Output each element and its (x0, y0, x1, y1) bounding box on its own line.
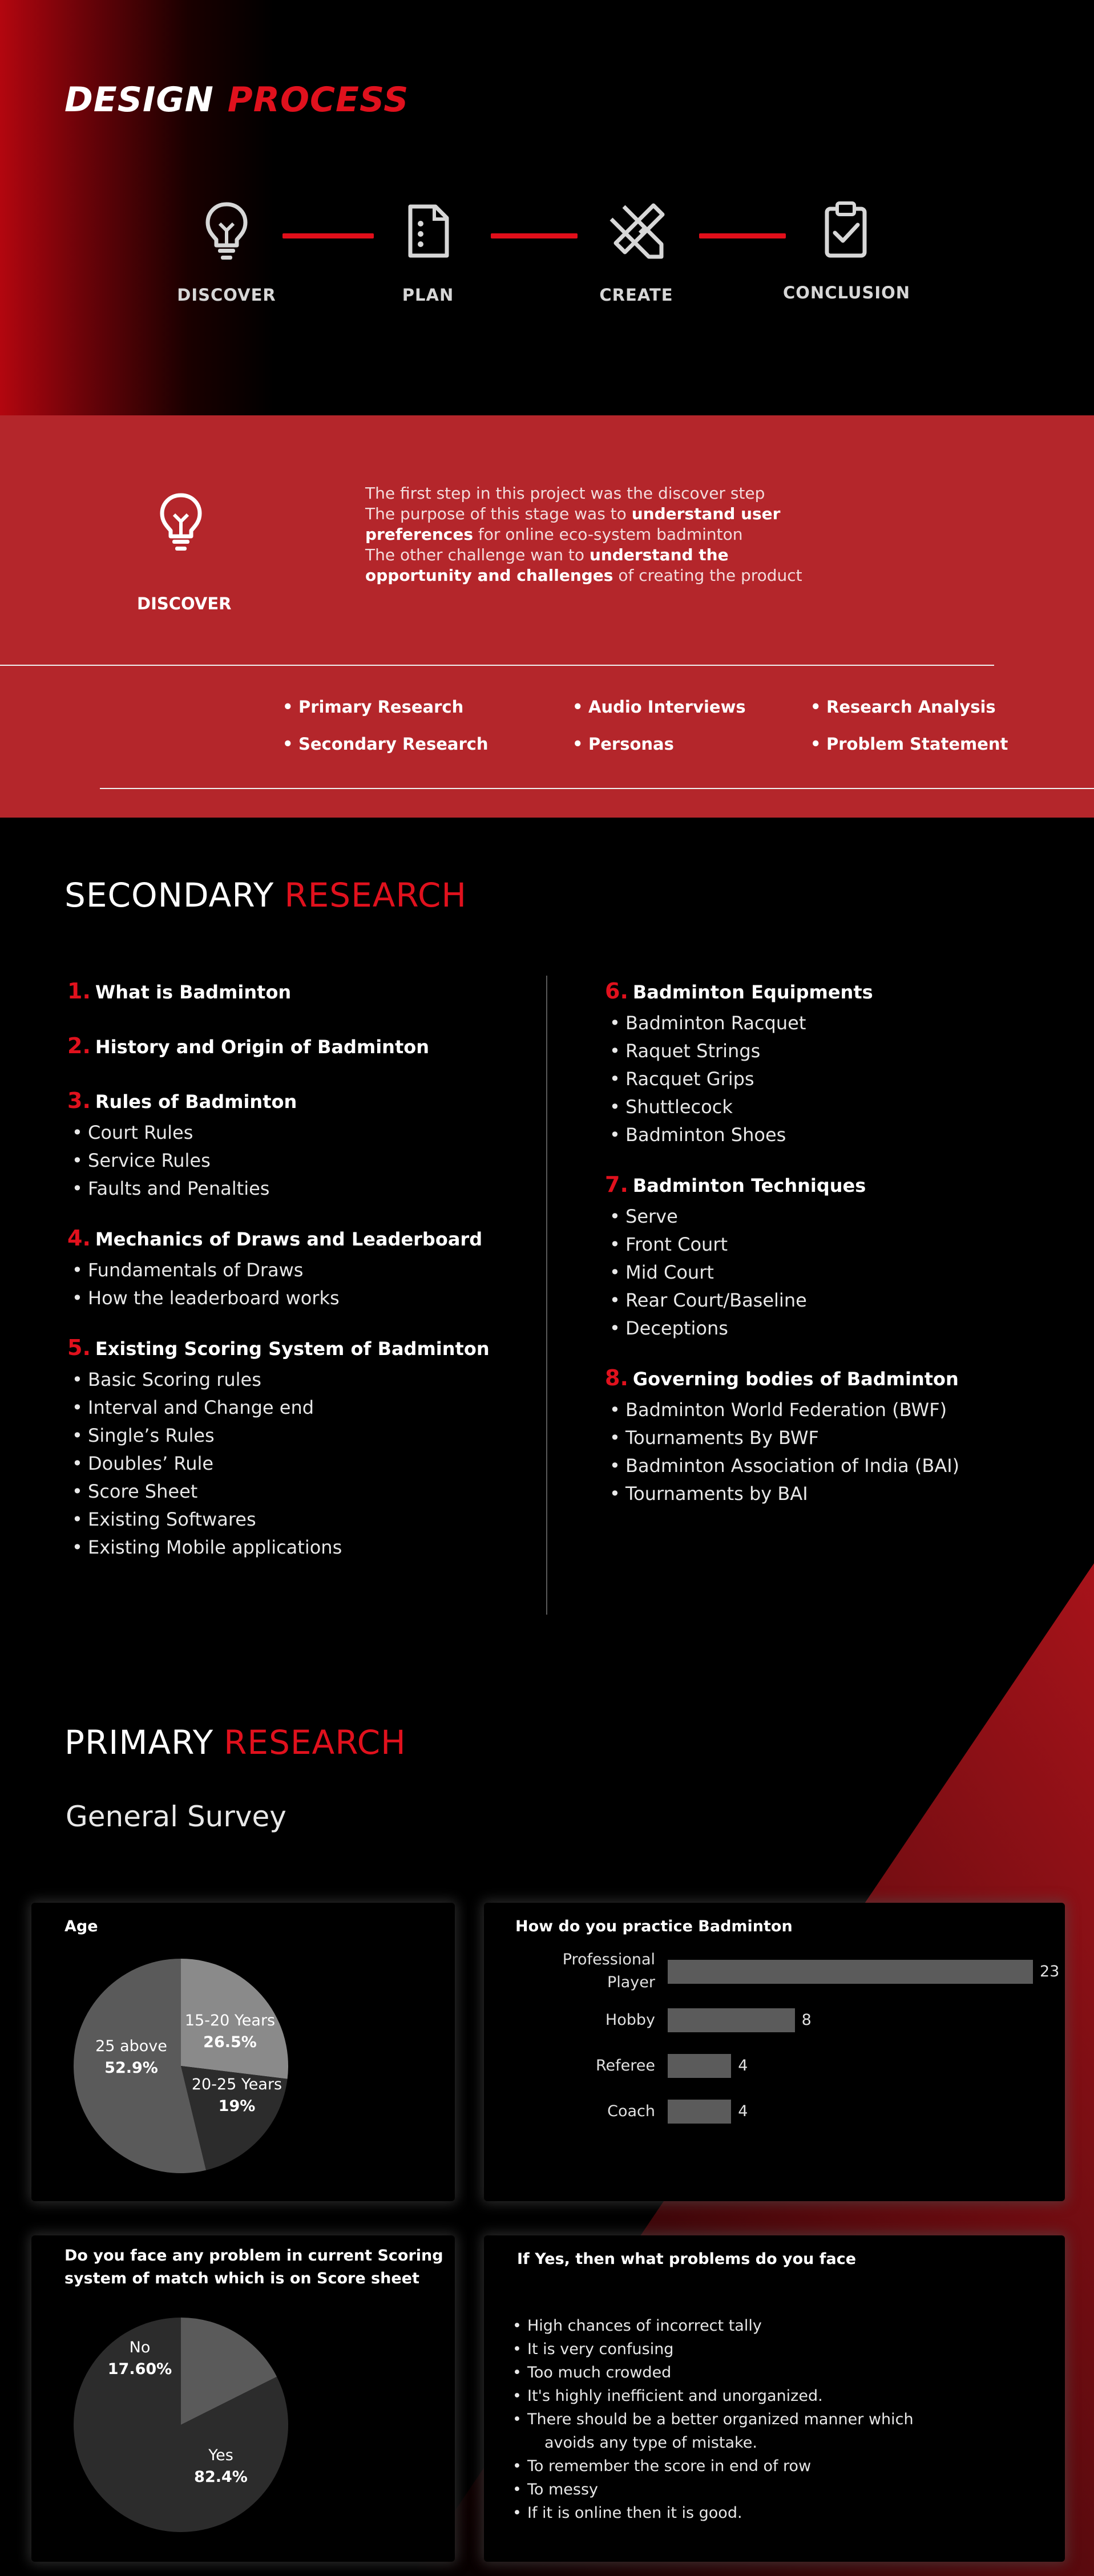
list-item: • Racquet Grips (605, 1065, 1061, 1093)
divider (100, 788, 1094, 789)
topic-list (605, 1203, 1061, 1342)
methods-list (810, 697, 1008, 771)
list-item: • Service Rules (67, 1147, 524, 1175)
discover-line (365, 524, 879, 545)
discover-section (0, 415, 1094, 818)
topic-title-text: Existing Scoring System of Badminton (95, 1338, 490, 1360)
list-item: avoids any type of mistake. (544, 2434, 757, 2452)
topic-group (605, 1172, 1061, 1342)
topics-right-column (605, 978, 1061, 1531)
problems-list-card (484, 2235, 1065, 2562)
list-item: • Serve (605, 1203, 1061, 1231)
list-item: • Existing Softwares (67, 1506, 524, 1534)
pie-label-15-20 (176, 2010, 284, 2053)
list-item: • Badminton World Federation (BWF) (605, 1396, 1061, 1424)
document-icon (402, 200, 454, 262)
list-item: • Tournaments by BAI (605, 1480, 1061, 1508)
step-connector (699, 233, 786, 238)
topic-title-text: Badminton Equipments (632, 981, 873, 1003)
general-survey-subtitle: General Survey (66, 1800, 286, 1833)
design-process-title (64, 80, 409, 120)
bar-label: Hobby (605, 2011, 655, 2029)
pie-category-label: 20-25 Years (191, 2076, 282, 2093)
list-item: • Badminton Shoes (605, 1121, 1061, 1149)
step-label: PLAN (402, 285, 454, 305)
bar (668, 2008, 795, 2032)
topic-group (67, 1033, 524, 1058)
problem-chart-card (31, 2235, 455, 2562)
step-plan[interactable] (365, 200, 491, 305)
list-item: • Tournaments By BWF (605, 1424, 1061, 1452)
topic-number: 3. (67, 1088, 91, 1113)
problems-list (512, 2314, 914, 2525)
step-conclusion[interactable] (783, 200, 909, 302)
pie-label-no (100, 2337, 180, 2380)
list-item: • Secondary Research (282, 734, 489, 754)
bar-label: Coach (607, 2102, 655, 2120)
topic-group (67, 1335, 524, 1562)
list-item: • Audio Interviews (572, 697, 746, 717)
list-item: • Research Analysis (810, 697, 1008, 717)
step-discover[interactable] (164, 200, 289, 305)
step-create[interactable] (574, 200, 699, 305)
age-chart-card (31, 1903, 455, 2201)
topic-title (67, 1088, 524, 1113)
pie-value-label: 17.60% (107, 2360, 172, 2378)
list-item: • Faults and Penalties (67, 1175, 524, 1203)
pie-value-label: 26.5% (203, 2033, 257, 2051)
bar-value-label: 4 (738, 2102, 748, 2120)
pie-label-yes (181, 2445, 261, 2488)
list-item: • Fundamentals of Draws (67, 1256, 524, 1284)
pie-category-label: 15-20 Years (184, 2012, 276, 2029)
topic-number: 7. (605, 1172, 628, 1197)
list-item: • Problem Statement (810, 734, 1008, 754)
list-item: • Mid Court (605, 1259, 1061, 1287)
topic-title-text: Mechanics of Draws and Leaderboard (95, 1228, 483, 1250)
column-divider (546, 976, 547, 1615)
topic-title (605, 1365, 1061, 1390)
list-item: • Interval and Change end (67, 1394, 524, 1422)
topics-left-column (67, 978, 524, 1584)
chart-title-line: Do you face any problem in current Scoring (64, 2247, 443, 2264)
list-item: • If it is online then it is good. (512, 2501, 914, 2525)
topic-list (67, 1366, 524, 1562)
text-bold: opportunity and challenges (365, 566, 613, 585)
topic-group (605, 978, 1061, 1149)
pie-category-label: Yes (208, 2446, 233, 2464)
list-item: • To remember the score in end of row (512, 2454, 914, 2478)
title-part2: RESEARCH (284, 876, 467, 915)
step-label: DISCOVER (177, 285, 276, 305)
list-item: • Badminton Association of India (BAI) (605, 1452, 1061, 1480)
pie-label-25-above (88, 2036, 174, 2079)
text: The other challenge wan to (365, 545, 590, 564)
list-item: • Primary Research (282, 697, 489, 717)
lightbulb-icon (155, 491, 207, 553)
list-item: • Raquet Strings (605, 1037, 1061, 1065)
step-label: CONCLUSION (783, 283, 911, 302)
step-label: CREATE (599, 285, 673, 305)
title-part2: RESEARCH (224, 1723, 406, 1762)
step-connector (282, 233, 374, 238)
primary-research-title (64, 1723, 406, 1762)
list-item: • Doubles’ Rule (67, 1450, 524, 1478)
title-part1: PRIMARY (64, 1723, 214, 1762)
text-bold: understand the (589, 545, 729, 564)
bar-label: Professional Player (562, 1951, 655, 1991)
topic-title-text: Badminton Techniques (632, 1175, 866, 1196)
list-item: • Deceptions (605, 1315, 1061, 1342)
design-process-section (0, 0, 1094, 415)
methods-list (282, 697, 489, 771)
discover-description (365, 483, 879, 586)
topic-number: 5. (67, 1335, 91, 1360)
topic-title (67, 978, 524, 1004)
topic-title-text: Governing bodies of Badminton (632, 1368, 959, 1390)
chart-title-line: system of match which is on Score sheet (64, 2270, 419, 2287)
text: for online eco-system badminton (473, 525, 743, 544)
topic-group (67, 1088, 524, 1203)
list-item: • There should be a better organized manner which (512, 2408, 914, 2431)
chart-title: Age (64, 1918, 98, 1935)
list-item: • It's highly inefficient and unorganized. (512, 2384, 914, 2408)
list-item: • Shuttlecock (605, 1093, 1061, 1121)
pie-value-label: 19% (218, 2097, 256, 2115)
clipboard-check-icon (820, 200, 871, 262)
discover-line (365, 504, 879, 524)
list-item: • How the leaderboard works (67, 1284, 524, 1312)
pie-label-20-25 (183, 2074, 291, 2117)
bar (668, 2054, 731, 2078)
discover-line: The first step in this project was the discover step (365, 484, 765, 503)
topic-title (67, 1033, 524, 1058)
topic-title (605, 978, 1061, 1004)
list-item: • Personas (572, 734, 746, 754)
topic-title-text: History and Origin of Badminton (95, 1036, 430, 1058)
topic-number: 2. (67, 1033, 91, 1058)
list-item: • Score Sheet (67, 1478, 524, 1506)
bar-value-label: 4 (738, 2057, 748, 2074)
bar-value-label: 23 (1040, 1963, 1060, 1980)
pie-category-label: No (129, 2339, 151, 2356)
text: The purpose of this stage was to (365, 504, 632, 523)
discover-line (365, 545, 879, 565)
topic-group (67, 978, 524, 1004)
practice-chart-card (484, 1903, 1065, 2201)
topic-list (67, 1256, 524, 1312)
topic-group (67, 1226, 524, 1312)
list-item: • Basic Scoring rules (67, 1366, 524, 1394)
topic-list (605, 1009, 1061, 1149)
list-item: • Too much crowded (512, 2361, 914, 2384)
pencil-ruler-icon (608, 200, 665, 262)
list-item: • To messy (512, 2478, 914, 2501)
bar-value-label: 8 (801, 2011, 812, 2029)
list-item: • Court Rules (67, 1119, 524, 1147)
card-title: If Yes, then what problems do you face (517, 2250, 857, 2268)
topic-title-text: What is Badminton (95, 981, 292, 1003)
list-item: • Single’s Rules (67, 1422, 524, 1450)
pie-category-label: 25 above (95, 2037, 167, 2055)
bar (668, 1960, 1033, 1984)
bar (668, 2100, 731, 2124)
list-item: • Existing Mobile applications (67, 1534, 524, 1562)
discover-line (365, 565, 879, 586)
title-part2: PROCESS (227, 80, 409, 120)
topic-number: 6. (605, 978, 628, 1004)
chart-title: How do you practice Badminton (515, 1918, 793, 1935)
step-connector (491, 233, 578, 238)
text-bold: understand user (631, 504, 781, 523)
topic-title (605, 1172, 1061, 1197)
list-item: • High chances of incorrect tally (512, 2314, 914, 2338)
pie-value-label: 82.4% (194, 2468, 248, 2486)
list-item: • Badminton Racquet (605, 1009, 1061, 1037)
text-bold: preferences (365, 525, 473, 544)
topic-group (605, 1365, 1061, 1508)
pie-value-label: 52.9% (104, 2059, 158, 2077)
text: of creating the product (613, 566, 802, 585)
topic-title (67, 1335, 524, 1360)
list-item: • Front Court (605, 1231, 1061, 1259)
list-item: • It is very confusing (512, 2338, 914, 2361)
topic-number: 4. (67, 1226, 91, 1251)
topic-title (67, 1226, 524, 1251)
topic-list (605, 1396, 1061, 1508)
topic-number: 8. (605, 1365, 628, 1390)
discover-label: DISCOVER (137, 594, 232, 613)
topic-list (67, 1119, 524, 1203)
title-part1: DESIGN (64, 80, 214, 120)
methods-list (572, 697, 746, 771)
divider (0, 665, 994, 666)
topic-title-text: Rules of Badminton (95, 1091, 297, 1113)
topic-number: 1. (67, 978, 91, 1004)
bar-label: Referee (595, 2057, 655, 2074)
title-part1: SECONDARY (64, 876, 274, 915)
secondary-research-title (64, 876, 467, 915)
lightbulb-icon (201, 200, 252, 262)
chart-title (64, 2245, 443, 2290)
list-item: • Rear Court/Baseline (605, 1287, 1061, 1315)
